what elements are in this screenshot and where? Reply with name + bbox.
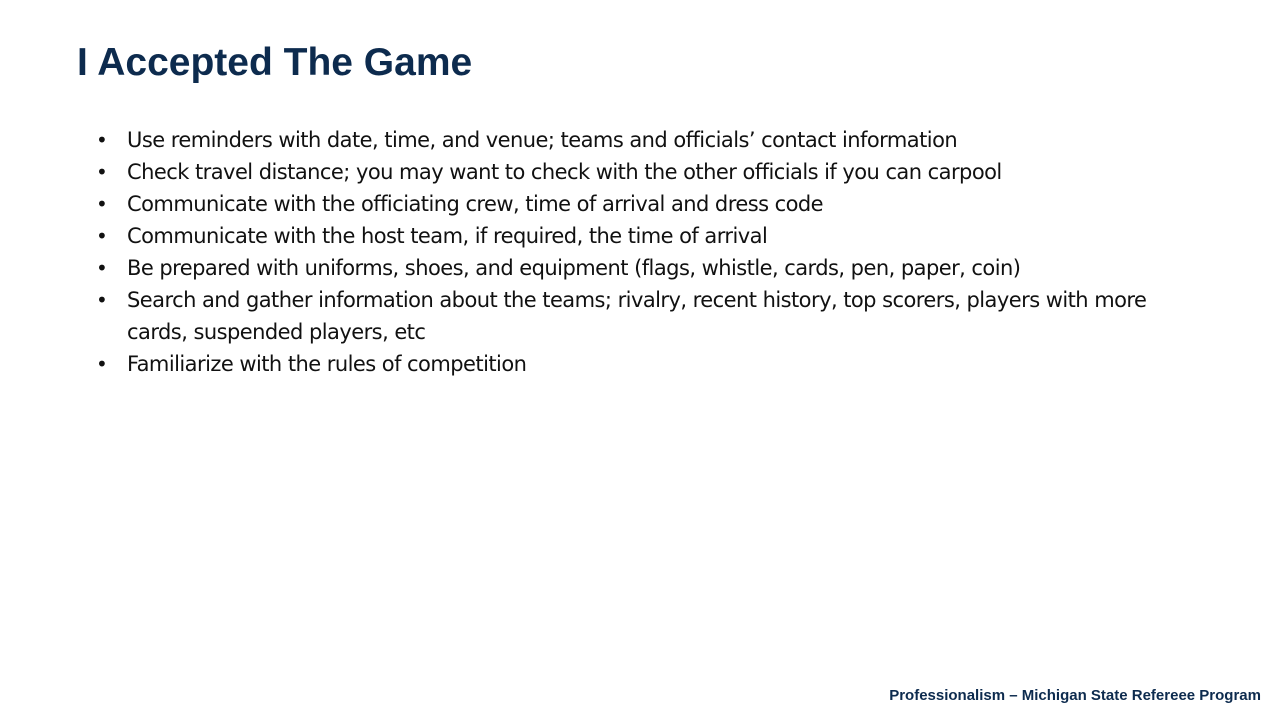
bullet-list — [96, 124, 1196, 380]
slide-footer: Professionalism – Michigan State Refereee Program — [889, 687, 1261, 704]
bullet-dot-icon: • — [96, 160, 108, 184]
list-item — [96, 348, 1196, 380]
list-item-text: Check travel distance; you may want to check with the other officials if you can carpool — [127, 160, 1002, 184]
list-item — [96, 188, 1196, 220]
list-item — [96, 124, 1196, 156]
bullet-dot-icon: • — [96, 288, 108, 312]
list-item — [96, 156, 1196, 188]
list-item-text: Search and gather information about the teams; rivalry, recent history, top scorers, players with more cards, suspended players, etc — [127, 288, 1147, 344]
bullet-dot-icon: • — [96, 128, 108, 152]
list-item — [96, 252, 1196, 284]
list-item — [96, 220, 1196, 252]
bullet-dot-icon: • — [96, 192, 108, 216]
list-item-text: Communicate with the host team, if required, the time of arrival — [127, 224, 768, 248]
bullet-dot-icon: • — [96, 256, 108, 280]
list-item — [96, 284, 1196, 348]
list-item-text: Communicate with the officiating crew, time of arrival and dress code — [127, 192, 824, 216]
list-item-text: Be prepared with uniforms, shoes, and equipment (flags, whistle, cards, pen, paper, coin) — [127, 256, 1021, 280]
list-item-text: Use reminders with date, time, and venue; teams and officials’ contact information — [127, 128, 958, 152]
list-item-text: Familiarize with the rules of competition — [127, 352, 527, 376]
bullet-dot-icon: • — [96, 224, 108, 248]
slide-title: I Accepted The Game — [77, 41, 473, 84]
bullet-dot-icon: • — [96, 352, 108, 376]
